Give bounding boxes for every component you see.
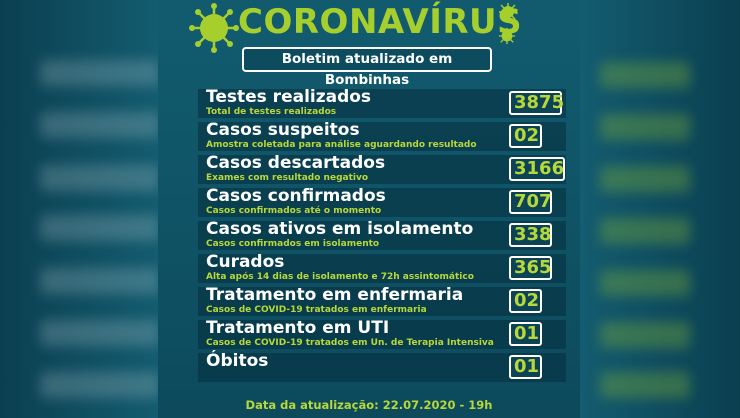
stat-description: Exames com resultado negativo: [206, 173, 369, 183]
page-subtitle: Boletim atualizado em Bombinhas: [242, 47, 492, 72]
blurred-background-left: [0, 0, 158, 418]
stat-row: [198, 252, 578, 285]
stat-row: [198, 186, 578, 219]
stat-label: Tratamento em UTI: [206, 318, 390, 338]
update-date: Data da atualização: 22.07.2020 - 19h: [245, 398, 493, 412]
stat-description: Total de testes realizados: [206, 107, 337, 117]
stat-row: [198, 219, 578, 252]
stat-row: [198, 153, 578, 186]
stat-row: [198, 351, 578, 384]
stat-row: [198, 318, 578, 351]
stat-label: Óbitos: [206, 351, 269, 371]
stat-row: [198, 87, 578, 120]
virus-icon: [188, 2, 240, 54]
stat-value: 01: [509, 355, 542, 379]
stat-description: Casos de COVID-19 tratados em enfermaria: [206, 305, 427, 315]
blurred-background-right: [580, 0, 740, 418]
stat-label: Casos ativos em isolamento: [206, 219, 474, 239]
stat-label: Testes realizados: [206, 87, 372, 107]
stat-value: 338: [509, 223, 552, 247]
stat-value: 707: [509, 190, 552, 214]
stat-value: 365: [509, 256, 552, 280]
stat-value: 3166: [509, 157, 565, 181]
stat-description: Alta após 14 dias de isolamento e 72h assintomático: [206, 272, 474, 282]
stat-value: 02: [509, 124, 542, 148]
stat-value: 3875: [509, 91, 562, 115]
stat-label: Casos confirmados: [206, 186, 386, 206]
stat-value: 01: [509, 322, 542, 346]
stat-description: Amostra coletada para análise aguardando resultado: [206, 140, 477, 150]
stat-label: Curados: [206, 252, 285, 272]
bulletin-header: [158, 0, 580, 88]
stat-label: Casos suspeitos: [206, 120, 360, 140]
stat-row: [198, 285, 578, 318]
stat-description: Casos de COVID-19 tratados em Un. de Terapia Intensiva: [206, 338, 494, 348]
stat-description: Casos confirmados até o momento: [206, 206, 382, 216]
stat-value: 02: [509, 289, 542, 313]
stat-label: Casos descartados: [206, 153, 386, 173]
stat-label: Tratamento em enfermaria: [206, 285, 464, 305]
page-title: CORONAVÍRUS: [238, 2, 523, 42]
bulletin-panel: [158, 0, 580, 418]
stat-row: [198, 120, 578, 153]
stats-list: [198, 87, 578, 384]
stat-description: Casos confirmados em isolamento: [206, 239, 380, 249]
